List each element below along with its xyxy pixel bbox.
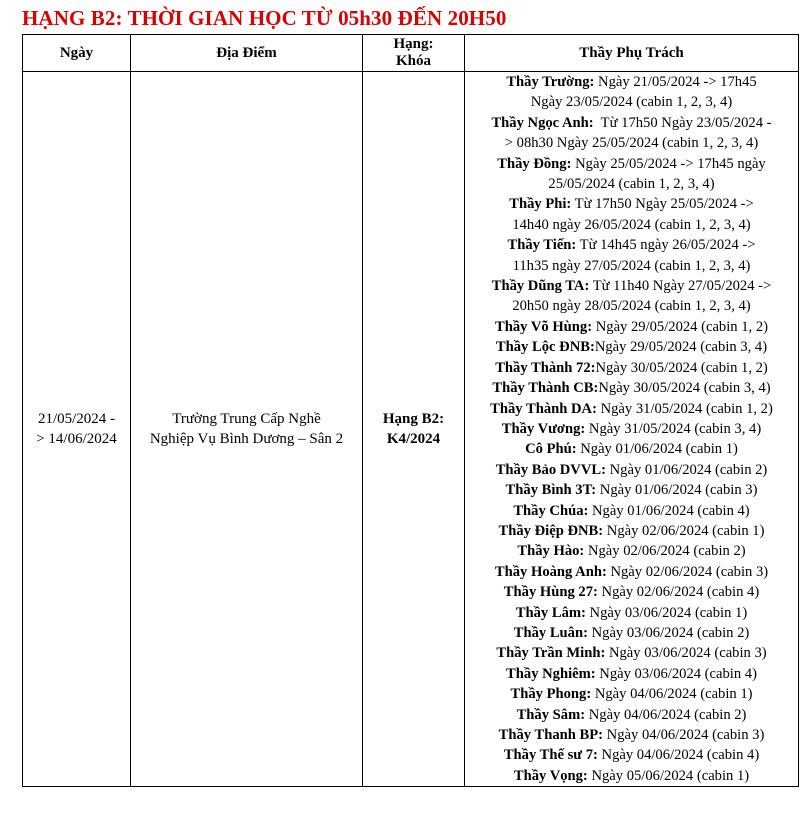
teacher-name: Thầy Phong: <box>510 686 592 703</box>
teacher-name: Thầy Phi: <box>509 196 572 213</box>
header-class-line1: Hạng: <box>393 36 434 52</box>
teacher-line <box>469 358 794 378</box>
teacher-schedule: Ngày 23/05/2024 (cabin 1, 2, 3, 4) <box>530 94 733 111</box>
teacher-schedule: Từ 11h40 Ngày 27/05/2024 -> <box>589 278 772 295</box>
header-class <box>363 35 465 72</box>
teacher-line <box>469 541 794 561</box>
teacher-schedule: Ngày 02/06/2024 (cabin 1) <box>603 522 765 539</box>
teacher-line <box>469 603 794 623</box>
table-row <box>23 72 799 787</box>
teacher-line <box>469 439 794 459</box>
teacher-line <box>469 684 794 704</box>
teacher-name: Thầy Trần Minh: <box>496 645 606 662</box>
teacher-line <box>469 235 794 255</box>
teacher-line <box>469 256 794 276</box>
teacher-schedule: Ngày 02/06/2024 (cabin 3) <box>606 563 769 580</box>
header-teachers: Thầy Phụ Trách <box>465 35 799 72</box>
teacher-schedule: Ngày 31/05/2024 (cabin 1, 2) <box>596 400 773 417</box>
teacher-schedule: Ngày 25/05/2024 -> 17h45 ngày <box>571 155 766 172</box>
teacher-name: Thầy Vọng: <box>513 767 588 784</box>
teacher-name: Thầy Trường: <box>506 74 595 90</box>
teacher-name: Thầy Thế sư 7: <box>503 747 598 764</box>
teacher-schedule: Ngày 29/05/2024 (cabin 3, 4) <box>594 339 768 356</box>
teacher-name: Thầy Lâm: <box>515 604 586 621</box>
teacher-line <box>469 562 794 582</box>
teacher-schedule: Ngày 01/06/2024 (cabin 1) <box>576 441 738 458</box>
teacher-name: Cô Phú: <box>525 441 577 458</box>
teacher-name: Thầy Thanh BP: <box>498 727 604 743</box>
teacher-line <box>469 745 794 765</box>
teacher-schedule: Ngày 01/06/2024 (cabin 4) <box>588 502 750 519</box>
teacher-schedule: Ngày 03/06/2024 (cabin 4) <box>595 665 757 682</box>
teacher-schedule: Ngày 04/06/2024 (cabin 4) <box>597 747 760 764</box>
teacher-line <box>469 766 794 786</box>
header-place: Địa Điểm <box>131 35 363 72</box>
teacher-schedule: Ngày 02/06/2024 (cabin 4) <box>597 584 760 601</box>
teacher-line <box>469 174 794 194</box>
teacher-line <box>469 154 794 174</box>
teacher-name: Thầy Hào: <box>517 543 585 560</box>
header-class-line2: Khóa <box>395 53 431 69</box>
teacher-schedule: Ngày 01/06/2024 (cabin 3) <box>596 482 758 499</box>
teacher-line <box>469 521 794 541</box>
teacher-name: Thầy Dũng TA: <box>491 278 590 295</box>
teacher-schedule: Từ 17h50 Ngày 23/05/2024 - <box>593 114 772 131</box>
class-line1: Hạng B2: <box>382 411 445 428</box>
teacher-line <box>469 296 794 316</box>
teacher-name: Thầy Luân: <box>513 624 588 641</box>
teacher-name: Thầy Ngọc Anh: <box>491 114 594 131</box>
teacher-name: Thầy Đồng: <box>497 155 572 172</box>
date-line2: > 14/06/2024 <box>36 431 117 448</box>
teacher-schedule: Ngày 04/06/2024 (cabin 3) <box>603 727 765 743</box>
teacher-name: Thầy Thành DA: <box>490 400 597 417</box>
place-cell <box>131 72 363 787</box>
teacher-name: Thầy Sâm: <box>516 706 586 723</box>
place-line2: Nghiệp Vụ Bình Dương – Sân 2 <box>149 431 344 448</box>
teacher-name: Thầy Điệp ĐNB: <box>498 522 604 539</box>
teacher-line <box>469 276 794 296</box>
teacher-schedule: Từ 14h45 ngày 26/05/2024 -> <box>576 237 756 254</box>
teacher-schedule: 20h50 ngày 28/05/2024 (cabin 1, 2, 3, 4) <box>512 298 751 315</box>
date-cell <box>23 72 131 787</box>
teacher-list <box>469 72 794 786</box>
teacher-line <box>469 480 794 500</box>
teacher-schedule: Ngày 29/05/2024 (cabin 1, 2) <box>592 318 768 335</box>
teacher-schedule: Ngày 04/06/2024 (cabin 2) <box>585 706 747 723</box>
page-title: HẠNG B2: THỜI GIAN HỌC TỪ 05h30 ĐẾN 20H50 <box>22 6 507 30</box>
schedule-table <box>22 34 799 787</box>
teacher-line <box>469 664 794 684</box>
teacher-schedule: Ngày 01/06/2024 (cabin 2) <box>605 461 768 478</box>
place-line1: Trường Trung Cấp Nghề <box>172 411 321 428</box>
teacher-line <box>469 72 794 92</box>
teacher-schedule: Ngày 03/06/2024 (cabin 1) <box>585 604 748 621</box>
teacher-schedule: Ngày 02/06/2024 (cabin 2) <box>584 543 746 560</box>
teacher-line <box>469 378 794 398</box>
teacher-schedule: Ngày 05/06/2024 (cabin 1) <box>587 767 750 784</box>
teacher-line <box>469 92 794 112</box>
teacher-line <box>469 582 794 602</box>
teacher-schedule: 14h40 ngày 26/05/2024 (cabin 1, 2, 3, 4) <box>512 216 751 233</box>
teacher-line <box>469 643 794 663</box>
teacher-line <box>469 317 794 337</box>
teacher-schedule: Ngày 03/06/2024 (cabin 3) <box>605 645 767 662</box>
teacher-line <box>469 337 794 357</box>
teacher-name: Thầy Bình 3T: <box>505 482 597 499</box>
teacher-line <box>469 501 794 521</box>
teacher-name: Thầy Bảo DVVL: <box>495 461 606 478</box>
date-line1: 21/05/2024 - <box>37 411 116 428</box>
class-cell <box>363 72 465 787</box>
teacher-line <box>469 215 794 235</box>
teacher-schedule: Ngày 03/06/2024 (cabin 2) <box>587 624 750 641</box>
teacher-schedule: > 08h30 Ngày 25/05/2024 (cabin 1, 2, 3, 4) <box>504 135 759 152</box>
teacher-line <box>469 399 794 419</box>
teacher-name: Thầy Lộc ĐNB: <box>495 339 595 356</box>
teacher-schedule: Ngày 31/05/2024 (cabin 3, 4) <box>585 420 762 437</box>
teachers-cell <box>465 72 799 787</box>
teacher-schedule: Ngày 21/05/2024 -> 17h45 <box>594 74 757 90</box>
teacher-name: Thầy Vương: <box>501 420 586 437</box>
teacher-name: Thầy Thành CB: <box>492 380 599 397</box>
teacher-name: Thầy Nghiêm: <box>506 665 596 682</box>
teacher-line <box>469 194 794 214</box>
class-line2: K4/2024 <box>386 431 441 448</box>
header-row <box>23 35 799 72</box>
teacher-name: Thầy Thành 72: <box>495 359 596 376</box>
header-date: Ngày <box>23 35 131 72</box>
teacher-line <box>469 460 794 480</box>
teacher-line <box>469 623 794 643</box>
teacher-name: Thầy Tiến: <box>507 237 577 254</box>
teacher-schedule: 25/05/2024 (cabin 1, 2, 3, 4) <box>548 176 715 193</box>
teacher-schedule: Từ 17h50 Ngày 25/05/2024 -> <box>571 196 754 213</box>
teacher-name: Thầy Chúa: <box>513 502 589 519</box>
teacher-schedule: Ngày 04/06/2024 (cabin 1) <box>591 686 753 703</box>
teacher-line <box>469 419 794 439</box>
teacher-name: Thầy Hùng 27: <box>503 584 598 601</box>
teacher-line <box>469 113 794 133</box>
teacher-line <box>469 705 794 725</box>
teacher-schedule: Ngày 30/05/2024 (cabin 3, 4) <box>598 380 771 397</box>
teacher-line <box>469 133 794 153</box>
teacher-name: Thầy Hoàng Anh: <box>494 563 607 580</box>
teacher-name: Thầy Võ Hùng: <box>495 318 593 335</box>
teacher-schedule: Ngày 30/05/2024 (cabin 1, 2) <box>595 359 768 376</box>
teacher-schedule: 11h35 ngày 27/05/2024 (cabin 1, 2, 3, 4) <box>512 257 751 274</box>
teacher-line <box>469 725 794 745</box>
